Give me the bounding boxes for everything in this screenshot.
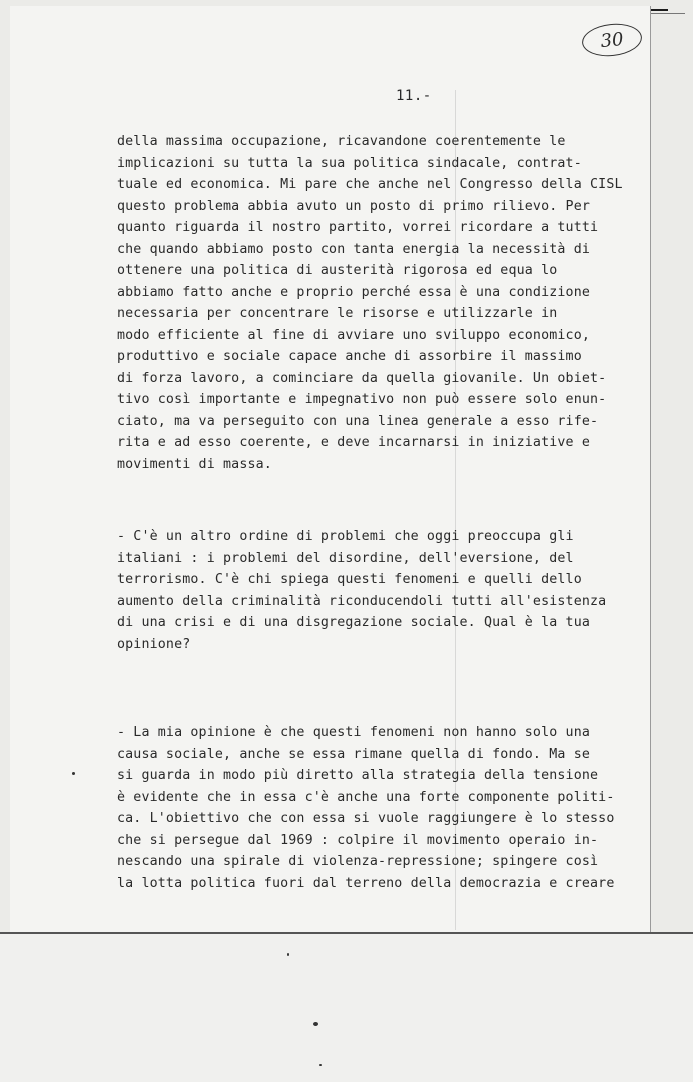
text-line: della massima occupazione, ricavandone coerentemente le: [117, 134, 566, 149]
ink-speck: [72, 772, 75, 775]
stamp-number: 30: [599, 28, 625, 52]
text-line: implicazioni su tutta la sua politica sindacale, contrat-: [117, 155, 582, 171]
underlying-sheet: [0, 932, 693, 1082]
text-line: si guarda in modo più diretto alla strategia della tensione: [117, 768, 599, 783]
text-line: produttivo e sociale capace anche di assorbire il massimo: [117, 349, 582, 364]
text-line: la lotta politica fuori dal terreno della democrazia e creare: [117, 875, 615, 891]
text-line: opinione?: [117, 636, 191, 652]
text-line: modo efficiente al fine di avviare uno sviluppo economico,: [117, 327, 591, 343]
text-line: rita e ad esso coerente, e deve incarnarsi in iniziative e: [117, 435, 591, 450]
ink-speck: [313, 1022, 318, 1026]
text-line: terrorismo. C'è chi spiega questi fenomeni e quelli dello: [117, 572, 582, 587]
text-line: - La mia opinione è che questi fenomeni non hanno solo una: [117, 725, 591, 740]
text-line: tivo così importante e impegnativo non può essere solo enun-: [117, 392, 607, 407]
paragraph-2-question: [117, 526, 617, 655]
text-line: che si persegue dal 1969 : colpire il movimento operaio in-: [117, 832, 599, 848]
ink-speck: [319, 1064, 322, 1066]
text-line: quanto riguarda il nostro partito, vorrei ricordare a tutti: [117, 220, 599, 235]
text-line: ottenere una politica di austerità rigorosa ed equa lo: [117, 263, 558, 278]
page-number: 11.-: [396, 88, 432, 104]
text-line: necessaria per concentrare le risorse e utilizzarle in: [117, 306, 558, 321]
text-line: aumento della criminalità riconducendoli tutti all'esistenza: [117, 593, 607, 609]
text-line: ciato, ma va perseguito con una linea generale a esso rife-: [117, 413, 599, 429]
text-line: italiani : i problemi del disordine, dell'eversione, del: [117, 550, 574, 566]
text-line: ca. L'obiettivo che con essa si vuole raggiungere è lo stesso: [117, 811, 615, 826]
paragraph-1: [117, 131, 623, 475]
paragraph-3-answer: [117, 722, 617, 894]
text-line: movimenti di massa.: [117, 456, 272, 472]
text-line: causa sociale, anche se essa rimane quella di fondo. Ma se: [117, 746, 591, 762]
text-line: - C'è un altro ordine di problemi che oggi preoccupa gli: [117, 529, 574, 544]
text-line: di una crisi e di una disgregazione sociale. Qual è la tua: [117, 615, 591, 630]
text-line: abbiamo fatto anche e proprio perché essa è una condizione: [117, 284, 591, 300]
text-line: nescando una spirale di violenza-repressione; spingere così: [117, 854, 599, 869]
ink-speck: [287, 953, 289, 956]
text-line: che quando abbiamo posto con tanta energia la necessità di: [117, 241, 591, 257]
text-line: tuale ed economica. Mi pare che anche nel Congresso della CISL: [117, 177, 623, 192]
text-line: è evidente che in essa c'è anche una forte componente politi-: [117, 789, 615, 805]
text-line: di forza lavoro, a cominciare da quella giovanile. Un obiet-: [117, 370, 607, 386]
text-line: questo problema abbia avuto un posto di primo rilievo. Per: [117, 198, 591, 214]
